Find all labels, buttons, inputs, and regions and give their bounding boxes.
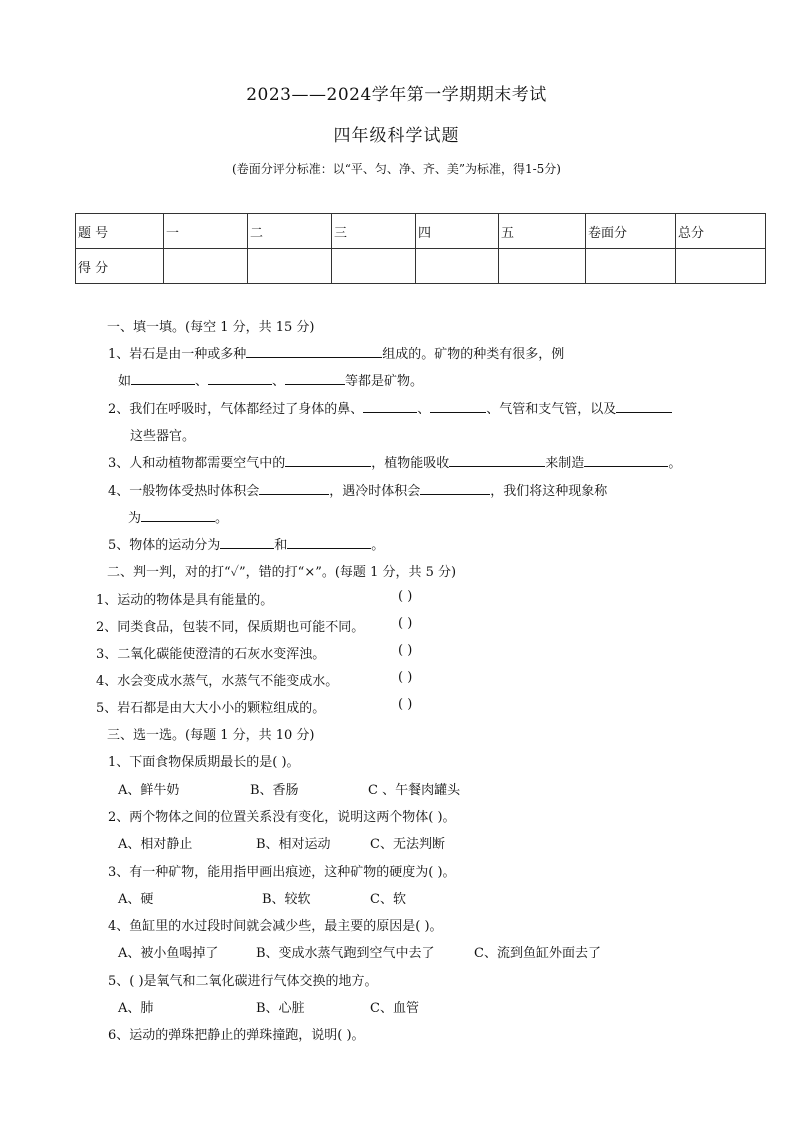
question-text: ，我们将这种现象称	[490, 484, 608, 499]
judge-item-2: 2、同类食品，包装不同，保质期也可能不同。	[96, 620, 365, 635]
exam-title: 2023——2024学年第一学期期末考试	[246, 85, 547, 105]
question-text: 、	[417, 402, 431, 417]
answer-paren[interactable]: ( )	[398, 616, 413, 631]
question-text: 组成的。矿物的种类有很多，例	[382, 347, 565, 362]
table-cell: 得 分	[76, 249, 164, 284]
neatness-note: (卷面分评分标准：以“平、匀、净、齐、美”为标准，得1-5分)	[232, 162, 561, 176]
question-4-line2	[128, 507, 228, 526]
question-2-line2: 这些器官。	[130, 429, 196, 444]
question-text: 如	[118, 374, 132, 389]
table-cell: 五	[499, 214, 586, 249]
table-cell: 总分	[676, 214, 766, 249]
answer-blank[interactable]	[259, 481, 329, 495]
choice-option[interactable]: A、肺	[118, 1001, 154, 1016]
table-cell: 卷面分	[586, 214, 676, 249]
table-cell	[164, 249, 248, 284]
section3-heading: 三、选一选。(每题 1 分，共 10 分)	[107, 728, 315, 743]
question-text: 5、物体的运动分为	[108, 538, 221, 553]
score-table	[75, 213, 766, 284]
question-text: 等都是矿物。	[345, 374, 424, 389]
choice-option[interactable]: C、血管	[370, 1001, 419, 1016]
choice-option[interactable]: B、心脏	[256, 1001, 305, 1016]
answer-blank[interactable]	[141, 508, 215, 522]
table-cell: 一	[164, 214, 248, 249]
choice-question-3: 3、有一种矿物，能用指甲画出痕迹，这种矿物的硬度为( )。	[108, 865, 456, 880]
table-cell: 题 号	[76, 214, 164, 249]
choice-option[interactable]: C 、午餐肉罐头	[368, 783, 461, 798]
question-text: 、气管和支气管，以及	[486, 402, 617, 417]
question-2-line1	[108, 398, 672, 417]
exam-subtitle: 四年级科学试题	[333, 126, 460, 146]
answer-paren[interactable]: ( )	[398, 697, 413, 712]
question-text: ，植物能吸收	[371, 456, 450, 471]
question-text: 3、人和动植物都需要空气中的	[108, 456, 286, 471]
question-4-line1	[108, 480, 607, 499]
table-cell	[416, 249, 499, 284]
answer-blank[interactable]	[246, 344, 382, 358]
question-5	[108, 534, 384, 553]
table-cell: 三	[332, 214, 416, 249]
answer-blank[interactable]	[131, 371, 195, 385]
question-text: 。	[215, 511, 229, 526]
answer-blank[interactable]	[285, 453, 371, 467]
judge-item-3: 3、二氧化碳能使澄清的石灰水变浑浊。	[96, 647, 326, 662]
score-table-header-row	[76, 214, 766, 249]
section1-heading: 一、填一填。(每空 1 分，共 15 分)	[107, 320, 315, 335]
judge-item-1: 1、运动的物体是具有能量的。	[96, 593, 274, 608]
choice-option[interactable]: C、软	[370, 892, 406, 907]
question-text: 、	[272, 374, 286, 389]
choice-option[interactable]: B、较软	[262, 892, 311, 907]
choice-question-2: 2、两个物体之间的位置关系没有变化，说明这两个物体( )。	[108, 810, 456, 825]
question-text: 2、我们在呼吸时，气体都经过了身体的鼻、	[108, 402, 364, 417]
answer-blank[interactable]	[287, 535, 371, 549]
table-cell	[586, 249, 676, 284]
choice-option[interactable]: A、被小鱼喝掉了	[118, 946, 219, 961]
table-cell: 二	[248, 214, 332, 249]
question-text: 。	[371, 538, 385, 553]
choice-option[interactable]: A、鲜牛奶	[118, 783, 180, 798]
question-text: 、	[195, 374, 209, 389]
choice-option[interactable]: B、相对运动	[256, 837, 331, 852]
answer-blank[interactable]	[616, 399, 672, 413]
choice-question-4: 4、鱼缸里的水过段时间就会减少些，最主要的原因是( )。	[108, 919, 443, 934]
choice-option[interactable]: C、流到鱼缸外面去了	[474, 946, 601, 961]
judge-item-5: 5、岩石都是由大大小小的颗粒组成的。	[96, 701, 326, 716]
table-cell	[676, 249, 766, 284]
question-text: 1、岩石是由一种或多种	[108, 347, 247, 362]
answer-paren[interactable]: ( )	[398, 643, 413, 658]
question-text: 和	[274, 538, 288, 553]
table-cell	[248, 249, 332, 284]
answer-paren[interactable]: ( )	[398, 589, 413, 604]
choice-question-5: 5、( )是氧气和二氧化碳进行气体交换的地方。	[108, 974, 378, 989]
table-cell	[332, 249, 416, 284]
choice-option[interactable]: A、硬	[118, 892, 154, 907]
choice-option[interactable]: B、变成水蒸气跑到空气中去了	[256, 946, 435, 961]
question-text: 为	[128, 511, 142, 526]
table-cell	[499, 249, 586, 284]
answer-paren[interactable]: ( )	[398, 670, 413, 685]
answer-blank[interactable]	[420, 481, 490, 495]
choice-question-6: 6、运动的弹珠把静止的弹珠撞跑，说明( )。	[108, 1028, 365, 1043]
question-text: 。	[668, 456, 682, 471]
answer-blank[interactable]	[430, 399, 486, 413]
question-text: 4、一般物体受热时体积会	[108, 484, 260, 499]
answer-blank[interactable]	[584, 453, 668, 467]
question-1-line2	[118, 370, 423, 389]
answer-blank[interactable]	[363, 399, 417, 413]
answer-blank[interactable]	[285, 371, 345, 385]
score-table-score-row	[76, 249, 766, 284]
question-1-line1	[108, 343, 564, 362]
answer-blank[interactable]	[220, 535, 274, 549]
answer-blank[interactable]	[449, 453, 545, 467]
table-cell: 四	[416, 214, 499, 249]
judge-item-4: 4、水会变成水蒸气，水蒸气不能变成水。	[96, 674, 339, 689]
section2-heading: 二、判一判，对的打“✓”，错的打“×”。(每题 1 分，共 5 分)	[107, 565, 457, 580]
question-3	[108, 452, 681, 471]
choice-option[interactable]: B、香肠	[250, 783, 299, 798]
choice-question-1: 1、下面食物保质期最长的是( )。	[108, 755, 300, 770]
question-text: 来制造	[545, 456, 585, 471]
choice-option[interactable]: A、相对静止	[118, 837, 193, 852]
choice-option[interactable]: C、无法判断	[370, 837, 445, 852]
answer-blank[interactable]	[208, 371, 272, 385]
question-text: ，遇冷时体积会	[329, 484, 421, 499]
